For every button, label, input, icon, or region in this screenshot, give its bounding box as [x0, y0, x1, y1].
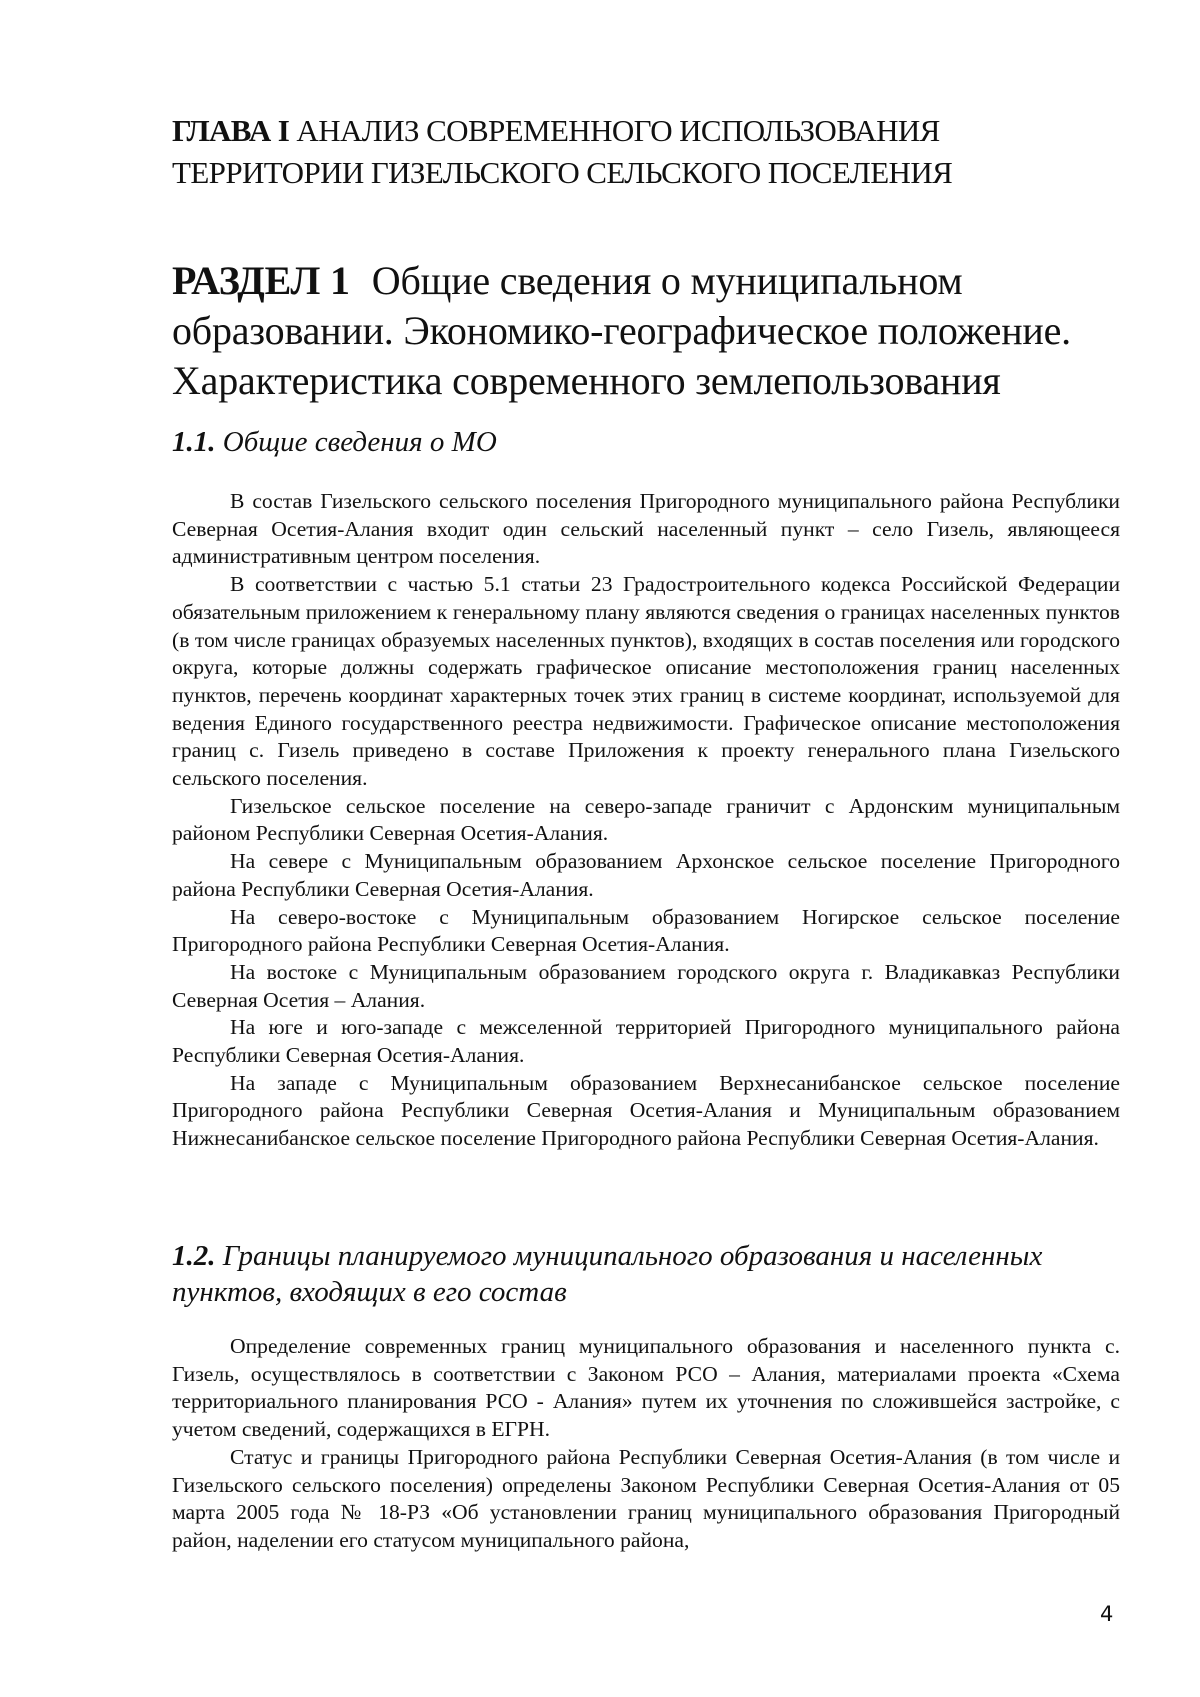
paragraph: На востоке с Муниципальным образованием городского округа г. Владикавказ Республики Северная Осетия – Алания.	[172, 959, 1120, 1012]
chapter-title-text: АНАЛИЗ СОВРЕМЕННОГО ИСПОЛЬЗОВАНИЯ ТЕРРИТОРИИ ГИЗЕЛЬСКОГО СЕЛЬСКОГО ПОСЕЛЕНИЯ	[172, 113, 953, 190]
subsection-title: Общие сведения о МО	[222, 426, 497, 458]
paragraph: На северо-востоке с Муниципальным образованием Ногирское сельское поселение Пригородного района Республики Северная Осетия-Алания.	[172, 904, 1120, 957]
paragraph: В соответствии с частью 5.1 статьи 23 Градостроительного кодекса Российской Федерации обязательным приложением к генеральному плану являются сведения о границах населенных пунктов (в том числе границах образуемых населенных пунктов), входящих в состав поселения или городского округа, которые должны содержать графическое описание местоположения границ населенных пунктов, перечень координат характерных точек этих границ в системе координат, используемой для ведения Единого государственного реестра недвижимости. Графическое описание местоположения границ с. Гизель приведено в составе Приложения к проекту генерального плана Гизельского сельского поселения.	[172, 572, 1120, 791]
page-number: 4	[1100, 1602, 1114, 1626]
paragraph: На севере с Муниципальным образованием Архонское сельское поселение Пригородного района Республики Северная Осетия-Алания.	[172, 849, 1120, 901]
subsection-body	[172, 488, 1120, 1153]
paragraph: Определение современных границ муниципального образования и населенного пункта с. Гизель, осуществлялось в соответствии с Законом РСО – Алания, материалами проекта «Схема территориального планирования РСО - Алания» путем их уточнения по сложившейся застройке, с учетом сведений, содержащихся в ЕГРН.	[172, 1334, 1120, 1442]
section-label: РАЗДЕЛ 1	[172, 258, 350, 303]
paragraph: Статус и границы Пригородного района Республики Северная Осетия-Алания (в том числе и Гизельского сельского поселения) определены Законом Республики Северная Осетия-Алания от 05 марта 2005 года № 18-РЗ «Об установлении границ муниципального образования Пригородный район, наделении его статусом муниципального района,	[172, 1444, 1120, 1552]
subsection-title: Границы планируемого муниципального образования и населенных пунктов, входящих в его состав	[172, 1240, 1043, 1308]
section-title-text: Общие сведения о муниципальном образовании. Экономико-географическое положение. Характеристика современного землепользования	[172, 258, 1071, 403]
subsection-heading	[172, 424, 1120, 460]
chapter-heading	[172, 110, 1120, 194]
section-heading	[172, 256, 1120, 406]
paragraph: В состав Гизельского сельского поселения Пригородного муниципального района Республики Северная Осетия-Алания входит один сельский населенный пункт – село Гизель, являющееся административным центром поселения.	[172, 489, 1120, 569]
paragraph: На юге и юго-западе с межселенной территорией Пригородного муниципального района Республики Северная Осетия-Алания.	[172, 1015, 1120, 1068]
subsection-body	[172, 1333, 1120, 1555]
subsection-number: 1.1.	[172, 426, 216, 458]
paragraph: Гизельское сельское поселение на северо-западе граничит с Ардонским муниципальным районом Республики Северная Осетия-Алания.	[172, 793, 1120, 846]
paragraph: На западе с Муниципальным образованием Верхнесанибанское сельское поселение Пригородного района Республики Северная Осетия-Алания и Муниципальным образованием Нижнесанибанское сельское поселение Пригородного района Республики Северная Осетия-Алания.	[172, 1070, 1120, 1151]
subsection-number: 1.2.	[172, 1240, 216, 1272]
chapter-label: ГЛАВА I	[172, 113, 290, 148]
subsection-heading	[172, 1238, 1120, 1310]
